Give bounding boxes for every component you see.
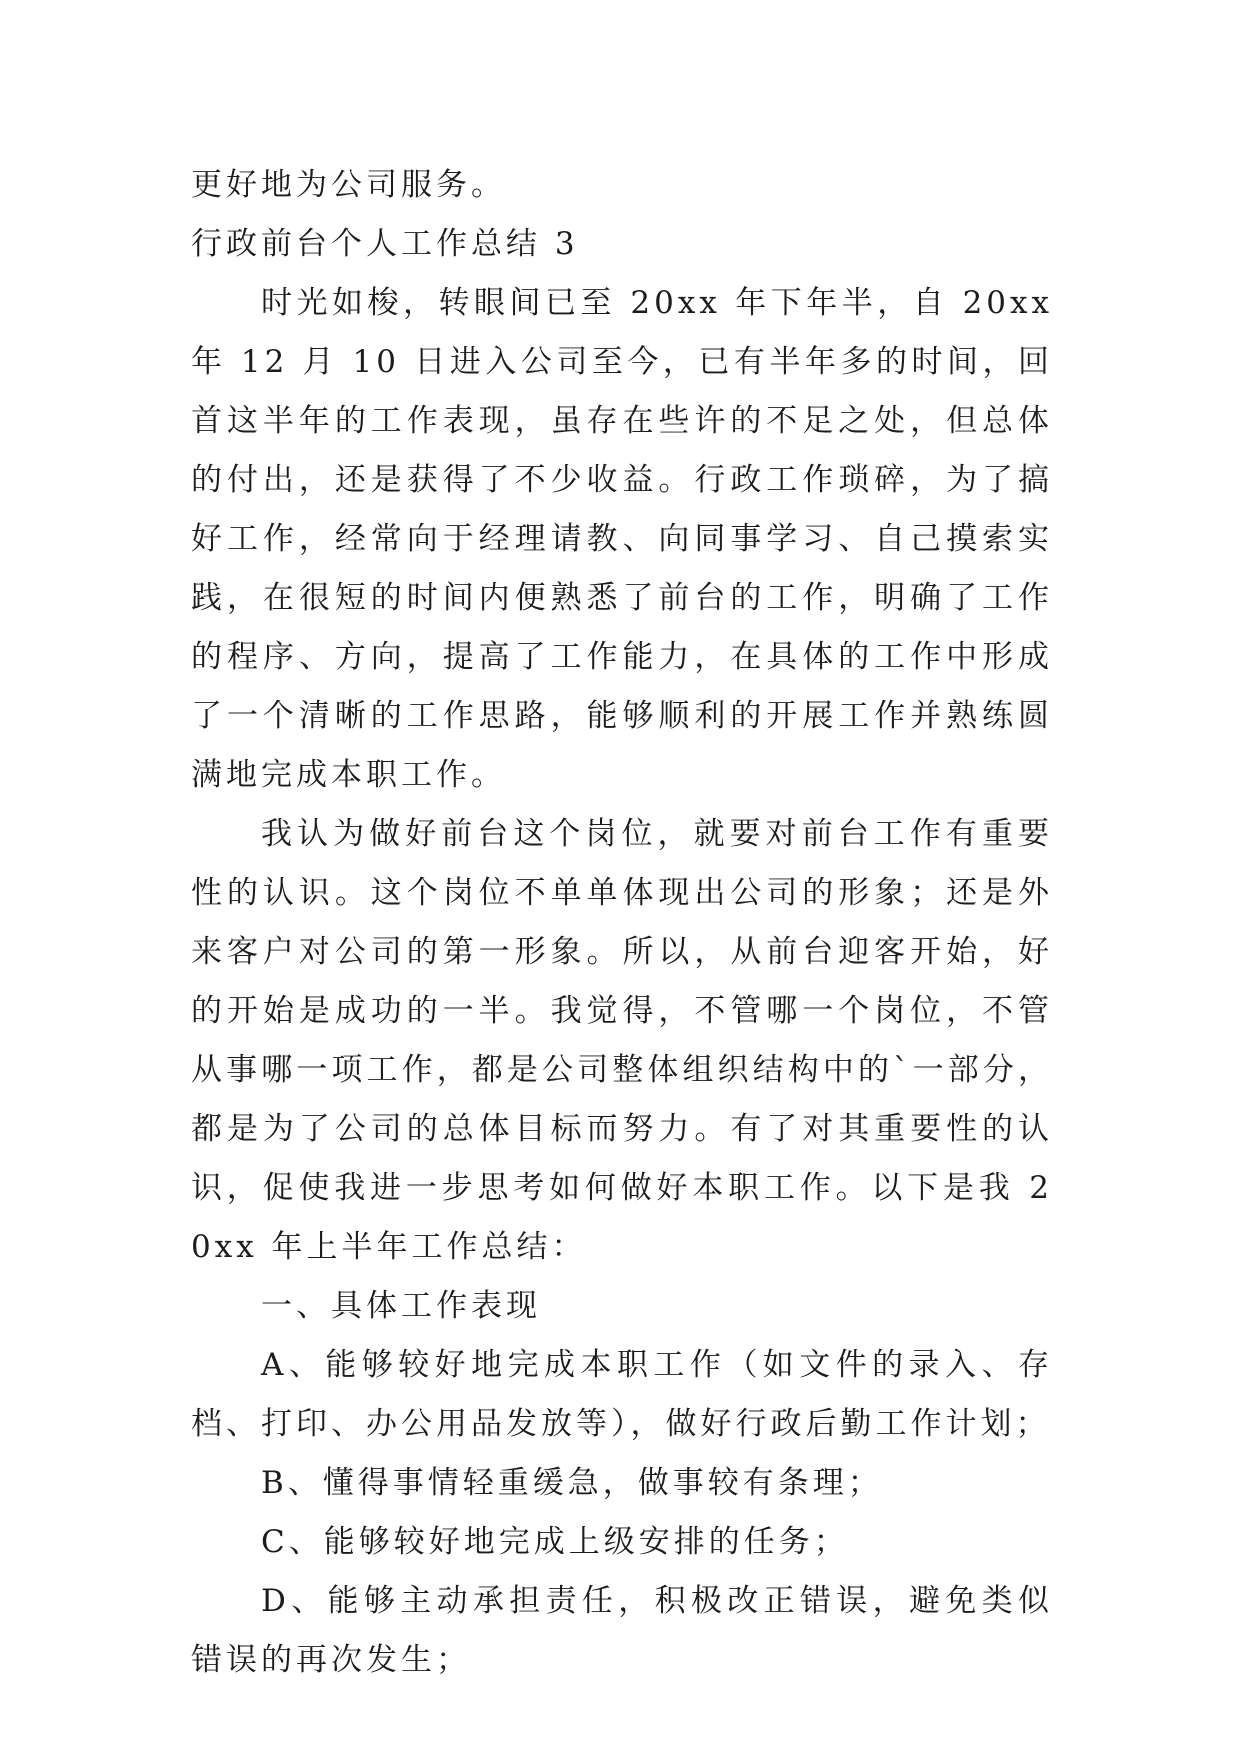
document-body <box>191 156 1053 1690</box>
body-paragraph: 我认为做好前台这个岗位，就要对前台工作有重要性的认识。这个岗位不单单体现出公司的形象；还是外来客户对公司的第一形象。所以，从前台迎客开始，好的开始是成功的一半。我觉得，不管哪一个岗位，不管从事哪一项工作，都是公司整体组织结构中的`一部分，都是为了公司的总体目标而努力。有了对其重要性的认识，促使我进一步思考如何做好本职工作。以下是我 20xx 年上半年工作总结： <box>191 816 1053 1265</box>
list-item: C、能够较好地完成上级安排的任务； <box>261 1524 849 1560</box>
subheading: 一、具体工作表现 <box>261 1288 541 1324</box>
list-item: B、懂得事情轻重缓急，做事较有条理； <box>261 1465 883 1501</box>
body-paragraph: 时光如梭，转眼间已至 20xx 年下年半，自 20xx 年 12 月 10 日进入公司至今，已有半年多的时间，回首这半年的工作表现，虽存在些许的不足之处，但总体的付出，还是获得了不少收益。行政工作琐碎，为了搞好工作，经常向于经理请教、向同事学习、自己摸索实践，在很短的时间内便熟悉了前台的工作，明确了工作的程序、方向，提高了工作能力，在具体的工作中形成了一个清晰的工作思路，能够顺利的开展工作并熟练圆满地完成本职工作。 <box>191 285 1053 793</box>
list-item: A、能够较好地完成本职工作（如文件的录入、存档、打印、办公用品发放等），做好行政后勤工作计划； <box>191 1347 1053 1442</box>
list-item: D、能够主动承担责任，积极改正错误，避免类似错误的再次发生； <box>191 1583 1053 1678</box>
lead-line: 更好地为公司服务。 <box>191 167 506 203</box>
section-title: 行政前台个人工作总结 3 <box>191 226 579 262</box>
